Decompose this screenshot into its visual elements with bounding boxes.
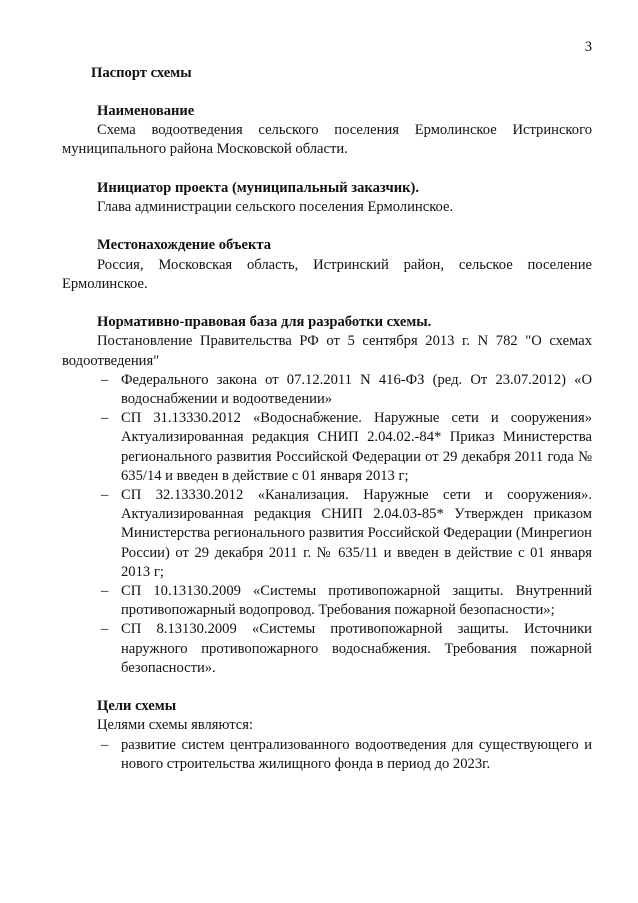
section-goals	[62, 697, 592, 774]
page-number: 3	[584, 39, 592, 55]
list-dash: –	[101, 621, 109, 638]
section-text-legal-basis: Постановление Правительства РФ от 5 сентября 2013 г. N 782 "О схемах водоотведения"	[62, 333, 592, 369]
section-heading-initiator: Инициатор проекта (муниципальный заказчик).	[97, 179, 420, 196]
legal-basis-list	[62, 371, 592, 678]
list-item-text: СП 10.13130.2009 «Системы противопожарной защиты. Внутренний противопожарный водопровод. Требования пожарной безопасности»;	[121, 583, 592, 619]
list-dash: –	[101, 487, 109, 504]
section-name	[62, 102, 592, 160]
list-dash: –	[101, 583, 109, 600]
list-dash: –	[101, 736, 109, 753]
section-initiator	[62, 179, 592, 217]
section-heading-legal-basis: Нормативно-правовая база для разработки схемы.	[97, 314, 432, 331]
section-heading-goals: Цели схемы	[97, 698, 177, 715]
list-item	[101, 486, 592, 582]
list-item	[101, 620, 592, 678]
section-location	[62, 236, 592, 294]
goals-list	[62, 736, 592, 774]
section-text-initiator: Глава администрации сельского поселения Ермолинское.	[97, 199, 454, 215]
section-text-name: Схема водоотведения сельского поселения Ермолинское Истринского муниципального района Московской области.	[62, 122, 592, 158]
list-item-text: СП 32.13330.2012 «Канализация. Наружные сети и сооружения». Актуализированная редакция СНИП 2.04.03-85* Утвержден приказом Министерства регионального развития Российской Федерации (Минрегион России) от 29 декабря 2011 г. № 635/11 и введен в действие с 01 января 2013 г;	[121, 487, 592, 580]
list-item-text: СП 8.13130.2009 «Системы противопожарной защиты. Источники наружного противопожарного водоснабжения. Требования пожарной безопасности».	[121, 621, 592, 676]
list-item	[101, 371, 592, 409]
section-text-goals: Целями схемы являются:	[97, 717, 254, 734]
section-heading-location: Местонахождение объекта	[97, 237, 272, 254]
list-item	[101, 582, 592, 620]
section-text-location: Россия, Московская область, Истринский район, сельское поселение Ермолинское.	[62, 256, 592, 292]
list-dash: –	[101, 371, 109, 388]
list-item	[101, 409, 592, 486]
list-item	[101, 736, 592, 774]
list-item-text: развитие систем централизованного водоотведения для существующего и нового строительства жилищного фонда в период до 2023г.	[121, 736, 592, 772]
section-legal-basis	[62, 313, 592, 678]
document-content	[62, 102, 592, 793]
section-heading-name: Наименование	[97, 103, 195, 119]
list-item-text: Федерального закона от 07.12.2011 N 416-ФЗ (ред. От 23.07.2012) «О водоснабжении и водоотведении»	[121, 371, 592, 407]
list-dash: –	[101, 410, 109, 427]
page-title: Паспорт схемы	[91, 65, 192, 81]
list-item-text: СП 31.13330.2012 «Водоснабжение. Наружные сети и сооружения» Актуализированная редакция СНИП 2.04.02.-84* Приказ Министерства регионального развития Российской Федерации от 29 декабря 2011 года № 635/14 и введен в действие с 01 января 2013 г;	[121, 410, 592, 484]
